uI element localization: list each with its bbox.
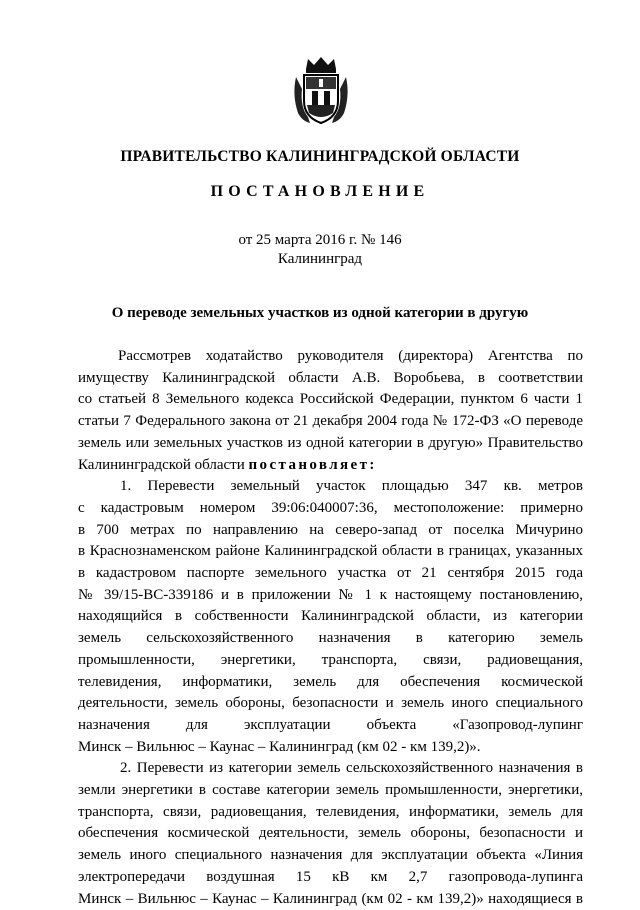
item1-line: земель сельскохозяйственного назначения в категорию земель [78,630,583,647]
preamble-line: имуществу Калининградской области А.В. Воробьева, в соответствии [78,369,583,386]
item2-line: земель иного специального назначения для эксплуатации объекта «Линия [78,847,583,864]
document-type: ПОСТАНОВЛЕНИЕ [210,183,430,200]
document-city: Калининград [277,251,363,267]
government-name: ПРАВИТЕЛЬСТВО КАЛИНИНГРАДСКОЙ ОБЛАСТИ [120,148,520,165]
item1-line: в 700 метрах по направлению на северо-запад от поселка Мичурино [78,521,583,538]
item1-line: в кадастровом паспорте земельного участка от 21 сентября 2015 года [78,565,583,582]
preamble-line [78,455,583,477]
item2-line: Минск – Вильнюс – Каунас – Калининград (км 02 - км 139,2)» находящиеся в [78,890,583,907]
item1-line: назначения для эксплуатации объекта «Газопровод-лупинг [78,716,583,733]
item1-line: № 39/15-ВС-339186 и в приложении № 1 к настоящему постановлению, [78,586,583,603]
item1-line: находящийся в собственности Калининградской области, из категории [78,608,583,625]
item2-line: 2. Перевести из категории земель сельскохозяйственного назначения в [120,760,583,777]
document-date-number: от 25 марта 2016 г. № 146 [238,232,402,248]
document-body [78,346,583,910]
item1-line: телевидения, информатики, земель для обеспечения космической [78,673,583,690]
item2-line: обеспечения космической деятельности, земель обороны, безопасности и [78,825,583,842]
item1-line: в Краснознаменском районе Калининградской области в границах, указанных [78,543,583,560]
item1-line: 1. Перевести земельный участок площадью 347 кв. метров [120,478,583,495]
item2-line: земли энергетики в составе категории земель промышленности, энергетики, [78,782,583,799]
preamble-line: Рассмотрев ходатайство руководителя (директора) Агентства по [118,348,583,364]
decree-word: постановляет: [248,456,377,473]
item2-line: электропередачи воздушная 15 кВ км 2,7 газопровода-лупинга [78,868,583,885]
preamble-line: статьи 7 Федерального закона от 21 декабря 2004 года № 172-ФЗ «О переводе [78,413,583,430]
item1-line: с кадастровым номером 39:06:040007:36, местоположение: примерно [78,499,583,516]
document-subject: О переводе земельных участков из одной категории в другую [111,305,529,321]
item2-line: транспорта, связи, радиовещания, телевидения, информатики, земель для [78,803,583,820]
preamble-line: со статьей 8 Земельного кодекса Российской Федерации, пунктом 6 части 1 [78,391,583,408]
preamble-line: земель или земельных участков из одной категории в другую» Правительство [78,434,583,451]
coat-of-arms-icon [292,55,350,127]
item1-line: Минск – Вильнюс – Каунас – Калининград (км 02 - км 139,2)». [78,738,481,755]
item1-line: промышленности, энергетики, транспорта, связи, радиовещания, [78,651,583,668]
item1-line: деятельности, земель обороны, безопасности и земель иного специального [78,695,583,712]
preamble-line-prefix: Калининградской области [78,456,249,473]
